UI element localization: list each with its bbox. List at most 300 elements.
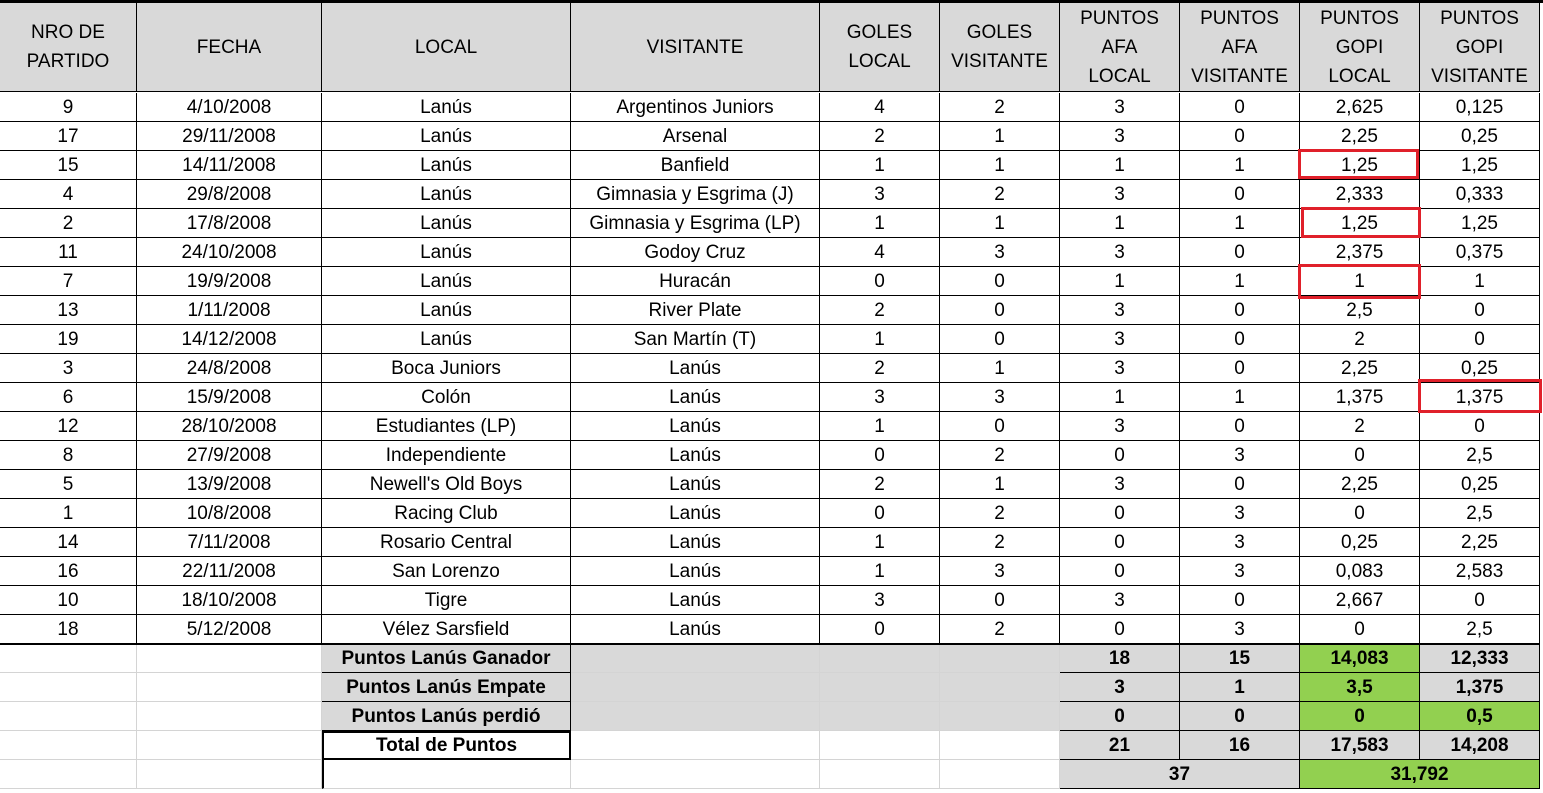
afa-points-visitor-cell[interactable] [1180, 238, 1300, 267]
summary-label[interactable] [322, 702, 571, 731]
gopi-points-visitor-cell[interactable] [1420, 586, 1540, 615]
visitor-team-cell[interactable] [571, 325, 820, 354]
match-number-cell[interactable] [0, 267, 137, 296]
goals-local-cell[interactable] [820, 383, 940, 412]
empty-cell[interactable] [940, 731, 1060, 760]
date-cell[interactable] [137, 499, 322, 528]
gopi-points-local-cell[interactable] [1300, 615, 1420, 644]
date-cell[interactable] [137, 412, 322, 441]
afa-points-local-cell[interactable] [1060, 412, 1180, 441]
cell-value: Rosario Central [380, 531, 512, 553]
local-team-cell[interactable] [322, 586, 571, 615]
afa-points-visitor-cell[interactable] [1180, 615, 1300, 644]
goals-visitor-cell[interactable] [940, 354, 1060, 383]
gopi-points-local-cell[interactable] [1300, 470, 1420, 499]
cell-value: 3 [1114, 415, 1125, 437]
local-team-cell[interactable] [322, 441, 571, 470]
cell-value: Colón [421, 386, 471, 408]
goals-visitor-cell[interactable] [940, 238, 1060, 267]
visitor-team-cell[interactable] [571, 122, 820, 151]
gopi-points-local-cell[interactable] [1300, 441, 1420, 470]
cell-value: 1 [874, 531, 885, 553]
cell-value: 1 [1354, 270, 1365, 292]
cell-value: 4 [62, 183, 74, 205]
empty-cell[interactable] [322, 760, 571, 789]
header-line: PUNTOS [1320, 7, 1399, 29]
empty-cell[interactable] [820, 731, 940, 760]
gopi-points-local-cell[interactable] [1300, 180, 1420, 209]
afa-points-local-cell[interactable] [1060, 209, 1180, 238]
gopi-points-local-cell[interactable] [1300, 325, 1420, 354]
goals-local-cell[interactable] [820, 209, 940, 238]
summary-gopi-visitante[interactable] [1420, 644, 1540, 673]
header-date[interactable] [137, 3, 322, 92]
afa-points-visitor-cell[interactable] [1180, 93, 1300, 122]
local-team-cell[interactable] [322, 238, 571, 267]
summary-afa-local[interactable] [1060, 731, 1180, 760]
local-team-cell[interactable] [322, 470, 571, 499]
afa-points-local-cell[interactable] [1060, 296, 1180, 325]
match-number-cell[interactable] [0, 412, 137, 441]
cell-value: 2,625 [1335, 96, 1384, 118]
cell-value: 2,25 [1341, 357, 1378, 379]
visitor-team-cell[interactable] [571, 615, 820, 644]
afa-points-visitor-cell[interactable] [1180, 151, 1300, 180]
gopi-points-local-cell[interactable] [1300, 296, 1420, 325]
match-number-cell[interactable] [0, 296, 137, 325]
empty-cell[interactable] [0, 702, 137, 731]
goals-local-cell[interactable] [820, 180, 940, 209]
cell-value: Banfield [660, 154, 730, 176]
match-number-cell[interactable] [0, 209, 137, 238]
local-team-cell[interactable] [322, 296, 571, 325]
goals-local-cell[interactable] [820, 296, 940, 325]
summary-gopi-visitante[interactable] [1420, 673, 1540, 702]
header-line: FECHA [196, 36, 262, 58]
summary-gopi-local[interactable] [1300, 702, 1420, 731]
date-cell[interactable] [137, 325, 322, 354]
cell-value: 0 [1114, 560, 1125, 582]
match-number-cell[interactable] [0, 615, 137, 644]
gopi-points-visitor-cell[interactable] [1420, 499, 1540, 528]
empty-cell[interactable] [137, 731, 322, 760]
header-gopi-points-local[interactable] [1300, 3, 1420, 92]
match-number-cell[interactable] [0, 180, 137, 209]
afa-points-local-cell[interactable] [1060, 180, 1180, 209]
summary-afa-local[interactable] [1060, 644, 1180, 673]
date-cell[interactable] [137, 528, 322, 557]
cell-value: 1 [874, 212, 885, 234]
summary-gopi-visitante[interactable] [1420, 731, 1540, 760]
match-number-cell[interactable] [0, 441, 137, 470]
afa-points-visitor-cell[interactable] [1180, 441, 1300, 470]
local-team-cell[interactable] [322, 354, 571, 383]
gopi-points-visitor-cell[interactable] [1420, 325, 1540, 354]
summary-value: 15 [1228, 647, 1251, 669]
date-cell[interactable] [137, 93, 322, 122]
match-number-cell[interactable] [0, 354, 137, 383]
visitor-team-cell[interactable] [571, 557, 820, 586]
match-number-cell[interactable] [0, 238, 137, 267]
local-team-cell[interactable] [322, 93, 571, 122]
empty-cell[interactable] [820, 673, 940, 702]
goals-local-cell[interactable] [820, 354, 940, 383]
summary-label-text: Puntos Lanús Empate [346, 676, 546, 698]
date-cell[interactable] [137, 383, 322, 412]
goals-local-cell[interactable] [820, 557, 940, 586]
goals-visitor-cell[interactable] [940, 296, 1060, 325]
summary-gopi-local[interactable] [1300, 731, 1420, 760]
afa-points-local-cell[interactable] [1060, 441, 1180, 470]
date-cell[interactable] [137, 180, 322, 209]
local-team-cell[interactable] [322, 383, 571, 412]
date-cell[interactable] [137, 354, 322, 383]
visitor-team-cell[interactable] [571, 412, 820, 441]
gopi-points-visitor-cell[interactable] [1420, 528, 1540, 557]
match-number-cell[interactable] [0, 586, 137, 615]
empty-cell[interactable] [940, 702, 1060, 731]
date-cell[interactable] [137, 441, 322, 470]
goals-local-cell[interactable] [820, 267, 940, 296]
empty-cell[interactable] [940, 760, 1060, 789]
gopi-points-visitor-cell[interactable] [1420, 412, 1540, 441]
gopi-points-local-cell[interactable] [1300, 586, 1420, 615]
cell-value: 19/9/2008 [186, 270, 272, 292]
date-cell[interactable] [137, 470, 322, 499]
local-team-cell[interactable] [322, 412, 571, 441]
local-team-cell[interactable] [322, 499, 571, 528]
afa-points-visitor-cell[interactable] [1180, 180, 1300, 209]
local-team-cell[interactable] [322, 557, 571, 586]
summary-afa-visitante[interactable] [1180, 731, 1300, 760]
gopi-points-local-cell[interactable] [1300, 528, 1420, 557]
empty-cell[interactable] [0, 644, 137, 673]
empty-cell[interactable] [940, 644, 1060, 673]
afa-points-local-cell[interactable] [1060, 238, 1180, 267]
local-team-cell[interactable] [322, 209, 571, 238]
cell-value: 13/9/2008 [186, 473, 272, 495]
afa-points-local-cell[interactable] [1060, 325, 1180, 354]
date-cell[interactable] [137, 296, 322, 325]
cell-value: Lanús [420, 154, 472, 176]
match-number-cell[interactable] [0, 470, 137, 499]
cell-value: 0 [1234, 183, 1245, 205]
afa-points-local-cell[interactable] [1060, 499, 1180, 528]
cell-value: 4 [874, 96, 885, 118]
summary-value: 14,083 [1330, 647, 1389, 669]
cell-value: 5 [62, 473, 74, 495]
empty-cell[interactable] [940, 673, 1060, 702]
cell-value: 7 [62, 270, 74, 292]
afa-points-local-cell[interactable] [1060, 528, 1180, 557]
gopi-points-local-cell[interactable] [1300, 557, 1420, 586]
summary-afa-visitante[interactable] [1180, 644, 1300, 673]
local-team-cell[interactable] [322, 528, 571, 557]
summary-gopi-local[interactable] [1300, 673, 1420, 702]
cell-value: 1,25 [1341, 212, 1378, 234]
gopi-points-local-cell[interactable] [1300, 499, 1420, 528]
visitor-team-cell[interactable] [571, 93, 820, 122]
cell-value: Gimnasia y Esgrima (LP) [589, 212, 801, 234]
cell-value: 3 [1114, 183, 1125, 205]
local-team-cell[interactable] [322, 267, 571, 296]
visitor-team-cell[interactable] [571, 238, 820, 267]
cell-value: 0 [874, 618, 885, 640]
cell-value: 3 [1114, 125, 1125, 147]
cell-value: 3 [994, 560, 1005, 582]
goals-visitor-cell[interactable] [940, 441, 1060, 470]
empty-cell[interactable] [571, 731, 820, 760]
afa-points-visitor-cell[interactable] [1180, 412, 1300, 441]
goals-visitor-cell[interactable] [940, 267, 1060, 296]
cell-value: 0,125 [1455, 96, 1504, 118]
cell-value: Arsenal [662, 125, 728, 147]
match-number-cell[interactable] [0, 325, 137, 354]
afa-points-visitor-cell[interactable] [1180, 122, 1300, 151]
goals-visitor-cell[interactable] [940, 499, 1060, 528]
grand-total-gopi[interactable] [1300, 760, 1540, 789]
summary-label[interactable] [322, 644, 571, 673]
afa-points-visitor-cell[interactable] [1180, 383, 1300, 412]
visitor-team-cell[interactable] [571, 499, 820, 528]
header-local-team[interactable] [322, 3, 571, 92]
goals-visitor-cell[interactable] [940, 383, 1060, 412]
cell-value: 0 [1114, 502, 1125, 524]
gopi-points-visitor-cell[interactable] [1420, 615, 1540, 644]
goals-local-cell[interactable] [820, 528, 940, 557]
summary-afa-visitante[interactable] [1180, 673, 1300, 702]
local-team-cell[interactable] [322, 122, 571, 151]
goals-local-cell[interactable] [820, 470, 940, 499]
goals-visitor-cell[interactable] [940, 151, 1060, 180]
empty-cell[interactable] [137, 673, 322, 702]
empty-cell[interactable] [0, 760, 137, 789]
cell-value: Lanús [420, 270, 472, 292]
afa-points-visitor-cell[interactable] [1180, 586, 1300, 615]
grand-total-afa[interactable] [1060, 760, 1300, 789]
match-number-cell[interactable] [0, 122, 137, 151]
match-number-cell[interactable] [0, 499, 137, 528]
cell-value: 0 [874, 270, 885, 292]
cell-value: 0 [1234, 125, 1245, 147]
afa-points-visitor-cell[interactable] [1180, 325, 1300, 354]
goals-visitor-cell[interactable] [940, 122, 1060, 151]
header-gopi-points-visitor[interactable] [1420, 3, 1540, 92]
afa-points-local-cell[interactable] [1060, 267, 1180, 296]
gopi-points-local-cell[interactable] [1300, 93, 1420, 122]
goals-visitor-cell[interactable] [940, 470, 1060, 499]
visitor-team-cell[interactable] [571, 180, 820, 209]
match-number-cell[interactable] [0, 557, 137, 586]
summary-afa-visitante[interactable] [1180, 702, 1300, 731]
empty-cell[interactable] [571, 673, 820, 702]
local-team-cell[interactable] [322, 151, 571, 180]
gopi-points-visitor-cell[interactable] [1420, 470, 1540, 499]
empty-cell[interactable] [820, 760, 940, 789]
gopi-points-visitor-cell[interactable] [1420, 93, 1540, 122]
empty-cell[interactable] [137, 702, 322, 731]
header-goals-local[interactable] [820, 3, 940, 92]
empty-cell[interactable] [0, 673, 137, 702]
goals-local-cell[interactable] [820, 93, 940, 122]
empty-cell[interactable] [571, 702, 820, 731]
local-team-cell[interactable] [322, 180, 571, 209]
cell-value: Lanús [669, 415, 721, 437]
gopi-points-visitor-cell[interactable] [1420, 238, 1540, 267]
goals-visitor-cell[interactable] [940, 557, 1060, 586]
afa-points-local-cell[interactable] [1060, 151, 1180, 180]
empty-cell[interactable] [571, 760, 820, 789]
visitor-team-cell[interactable] [571, 441, 820, 470]
match-number-cell[interactable] [0, 151, 137, 180]
date-cell[interactable] [137, 267, 322, 296]
goals-local-cell[interactable] [820, 325, 940, 354]
summary-value: 12,333 [1450, 647, 1509, 669]
visitor-team-cell[interactable] [571, 586, 820, 615]
date-cell[interactable] [137, 238, 322, 267]
visitor-team-cell[interactable] [571, 528, 820, 557]
summary-label[interactable] [322, 673, 571, 702]
cell-value: 2,5 [1466, 618, 1493, 640]
goals-local-cell[interactable] [820, 238, 940, 267]
goals-visitor-cell[interactable] [940, 412, 1060, 441]
header-goals-visitor[interactable] [940, 3, 1060, 92]
cell-value: 2,5 [1466, 502, 1493, 524]
date-cell[interactable] [137, 615, 322, 644]
gopi-points-local-cell[interactable] [1300, 238, 1420, 267]
empty-cell[interactable] [571, 644, 820, 673]
date-cell[interactable] [137, 122, 322, 151]
cell-value: 0 [1354, 444, 1365, 466]
goals-local-cell[interactable] [820, 499, 940, 528]
gopi-points-local-cell[interactable] [1300, 354, 1420, 383]
goals-local-cell[interactable] [820, 122, 940, 151]
goals-visitor-cell[interactable] [940, 586, 1060, 615]
goals-visitor-cell[interactable] [940, 209, 1060, 238]
goals-visitor-cell[interactable] [940, 93, 1060, 122]
visitor-team-cell[interactable] [571, 470, 820, 499]
header-visitor-team[interactable] [571, 3, 820, 92]
afa-points-local-cell[interactable] [1060, 586, 1180, 615]
summary-value: 0 [1234, 705, 1245, 727]
goals-visitor-cell[interactable] [940, 615, 1060, 644]
afa-points-visitor-cell[interactable] [1180, 470, 1300, 499]
gopi-points-visitor-cell[interactable] [1420, 557, 1540, 586]
afa-points-local-cell[interactable] [1060, 615, 1180, 644]
empty-cell[interactable] [820, 644, 940, 673]
cell-value: Godoy Cruz [644, 241, 746, 263]
date-cell[interactable] [137, 586, 322, 615]
match-number-cell[interactable] [0, 93, 137, 122]
visitor-team-cell[interactable] [571, 296, 820, 325]
visitor-team-cell[interactable] [571, 354, 820, 383]
header-afa-points-local[interactable] [1060, 3, 1180, 92]
gopi-points-visitor-cell[interactable] [1420, 180, 1540, 209]
goals-local-cell[interactable] [820, 615, 940, 644]
empty-cell[interactable] [137, 760, 322, 789]
gopi-points-visitor-cell[interactable] [1420, 267, 1540, 296]
afa-points-visitor-cell[interactable] [1180, 209, 1300, 238]
afa-points-local-cell[interactable] [1060, 557, 1180, 586]
summary-gopi-visitante[interactable] [1420, 702, 1540, 731]
gopi-points-local-cell[interactable] [1300, 122, 1420, 151]
afa-points-local-cell[interactable] [1060, 354, 1180, 383]
match-number-cell[interactable] [0, 383, 137, 412]
visitor-team-cell[interactable] [571, 151, 820, 180]
gopi-points-local-cell[interactable] [1300, 383, 1420, 412]
cell-value: 18/10/2008 [181, 589, 277, 611]
summary-label[interactable] [322, 731, 571, 760]
goals-local-cell[interactable] [820, 151, 940, 180]
cell-value: 3 [874, 386, 885, 408]
goals-local-cell[interactable] [820, 441, 940, 470]
afa-points-visitor-cell[interactable] [1180, 499, 1300, 528]
goals-visitor-cell[interactable] [940, 180, 1060, 209]
header-afa-points-visitor[interactable] [1180, 3, 1300, 92]
afa-points-visitor-cell[interactable] [1180, 354, 1300, 383]
afa-points-visitor-cell[interactable] [1180, 267, 1300, 296]
visitor-team-cell[interactable] [571, 267, 820, 296]
summary-afa-local[interactable] [1060, 673, 1180, 702]
header-line: LOCAL [1328, 65, 1391, 87]
empty-cell[interactable] [137, 644, 322, 673]
local-team-cell[interactable] [322, 325, 571, 354]
cell-value: 2,333 [1335, 183, 1384, 205]
local-team-cell[interactable] [322, 615, 571, 644]
cell-value: 2 [1354, 328, 1365, 350]
summary-gopi-local[interactable] [1300, 644, 1420, 673]
afa-points-local-cell[interactable] [1060, 470, 1180, 499]
cell-value: 0,25 [1461, 125, 1498, 147]
gopi-points-visitor-cell[interactable] [1420, 122, 1540, 151]
empty-cell[interactable] [0, 731, 137, 760]
visitor-team-cell[interactable] [571, 383, 820, 412]
afa-points-visitor-cell[interactable] [1180, 528, 1300, 557]
cell-value: 3 [1114, 357, 1125, 379]
cell-value: Tigre [424, 589, 468, 611]
cell-value: 1 [994, 473, 1005, 495]
afa-points-visitor-cell[interactable] [1180, 557, 1300, 586]
date-cell[interactable] [137, 209, 322, 238]
goals-visitor-cell[interactable] [940, 528, 1060, 557]
empty-cell[interactable] [820, 702, 940, 731]
summary-afa-local[interactable] [1060, 702, 1180, 731]
gopi-points-visitor-cell[interactable] [1420, 209, 1540, 238]
cell-value: 0 [994, 589, 1005, 611]
gopi-points-local-cell[interactable] [1300, 412, 1420, 441]
goals-local-cell[interactable] [820, 586, 940, 615]
afa-points-local-cell[interactable] [1060, 93, 1180, 122]
afa-points-local-cell[interactable] [1060, 383, 1180, 412]
gopi-points-visitor-cell[interactable] [1420, 441, 1540, 470]
gopi-points-visitor-cell[interactable] [1420, 296, 1540, 325]
cell-value: Independiente [385, 444, 507, 466]
goals-visitor-cell[interactable] [940, 325, 1060, 354]
date-cell[interactable] [137, 557, 322, 586]
cell-value: 15 [57, 154, 79, 176]
highlight-box [1298, 264, 1421, 299]
goals-local-cell[interactable] [820, 412, 940, 441]
afa-points-local-cell[interactable] [1060, 122, 1180, 151]
afa-points-visitor-cell[interactable] [1180, 296, 1300, 325]
match-number-cell[interactable] [0, 528, 137, 557]
date-cell[interactable] [137, 151, 322, 180]
header-match-number[interactable] [0, 3, 137, 92]
cell-value: Argentinos Juniors [616, 96, 774, 118]
cell-value: Racing Club [394, 502, 498, 524]
gopi-points-visitor-cell[interactable] [1420, 151, 1540, 180]
visitor-team-cell[interactable] [571, 209, 820, 238]
